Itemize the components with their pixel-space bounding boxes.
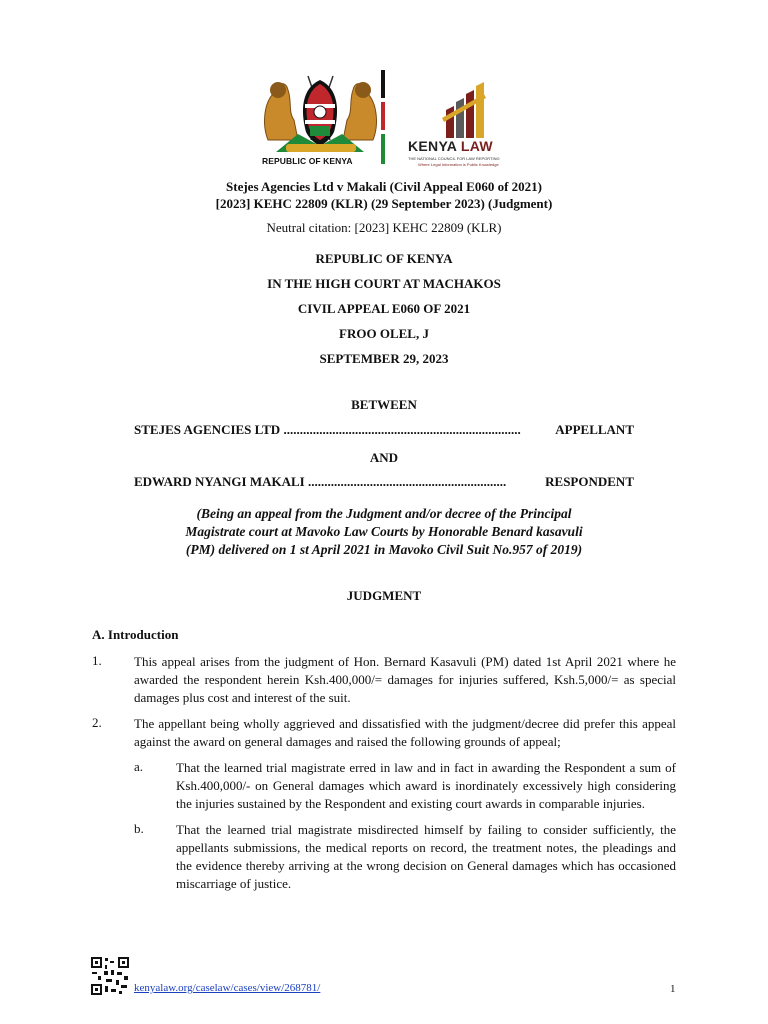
coat-of-arms-icon [258, 70, 383, 166]
respondent-role: RESPONDENT [545, 474, 634, 489]
paragraph-1: This appeal arises from the judgment of Hon. Bernard Kasavuli (PM) dated 1st April 2021 where he awarded the respondent herein Ksh.400,000/= damages for injuries suffered, Ksh.5,000/= as special damages plus cost and interest of the suit. [134, 654, 676, 705]
case-url-link[interactable]: kenyalaw.org/caselaw/cases/view/268781/ [134, 982, 321, 994]
appeal-number: CIVIL APPEAL E060 OF 2021 [297, 301, 471, 316]
judge-name: FROO OLEL, J [339, 326, 429, 341]
kenya-law-logo [408, 80, 518, 170]
subparagraph-letter: b. [134, 821, 144, 836]
ground-b: That the learned trial magistrate misdirected himself by failing to consider sufficiently, the appellants submissions, the medical reports on record, the treatment notes, the pleadings and the evidence thereby arriving at the wrong decision on General damages which has occasioned miscarriage of justice. [176, 822, 676, 891]
paragraph-2: The appellant being wholly aggrieved and dissatisfied with the judgment/decree did prefer this appeal against the award on general damages and raised the following grounds of appeal; [134, 716, 676, 749]
header-logos [258, 70, 518, 170]
kenya-law-wordmark: KENYA LAW [408, 138, 493, 154]
kenya-law-tagline: THE NATIONAL COUNCIL FOR LAW REPORTING [408, 156, 500, 161]
subparagraph-letter: a. [134, 759, 144, 774]
appellant-name: STEJES AGENCIES LTD ......................................................................... [134, 422, 521, 437]
paragraph-number: 2. [92, 715, 102, 730]
republic-heading: REPUBLIC OF KENYA [315, 251, 453, 266]
court-heading: IN THE HIGH COURT AT MACHAKOS [267, 276, 501, 291]
case-title-line2: [2023] KEHC 22809 (KLR) (29 September 2023) (Judgment) [215, 196, 553, 211]
appeal-note-line1: (Being an appeal from the Judgment and/or decree of the Principal [196, 506, 572, 521]
qr-code-icon [90, 956, 130, 996]
paragraph-number: 1. [92, 653, 102, 668]
kenya-law-subtagline: Where Legal Information is Public Knowledge [418, 162, 499, 167]
ground-a: That the learned trial magistrate erred in law and in fact in awarding the Respondent a sum of Ksh.400,000/- on General damages which award is inordinately excessively high considering the injuries sustained by the Respondent and existing court awards in comparable injuries. [176, 760, 676, 811]
page-number: 1 [670, 983, 676, 995]
judgment-heading: JUDGMENT [346, 588, 422, 603]
appeal-note-line3: (PM) delivered on 1 st April 2021 in Mavoko Civil Suit No.957 of 2019) [185, 542, 583, 557]
respondent-name: EDWARD NYANGI MAKALI ............................................................. [134, 474, 507, 489]
kenya-law-bars-icon [438, 80, 498, 138]
between-label: BETWEEN [351, 397, 417, 412]
appellant-role: APPELLANT [555, 422, 634, 437]
appellant-line [134, 422, 634, 438]
judgment-date: SEPTEMBER 29, 2023 [319, 351, 449, 366]
flag-divider [381, 70, 385, 164]
appeal-note-line2: Magistrate court at Mavoko Law Courts by Honorable Benard kasavuli [185, 524, 583, 539]
respondent-line [134, 474, 634, 490]
case-title-line1: Stejes Agencies Ltd v Makali (Civil Appeal E060 of 2021) [226, 179, 542, 194]
and-label: AND [369, 450, 399, 465]
neutral-citation: Neutral citation: [2023] KEHC 22809 (KLR) [266, 220, 502, 235]
section-introduction-heading: A. Introduction [92, 627, 179, 642]
coat-caption: REPUBLIC OF KENYA [262, 156, 353, 166]
